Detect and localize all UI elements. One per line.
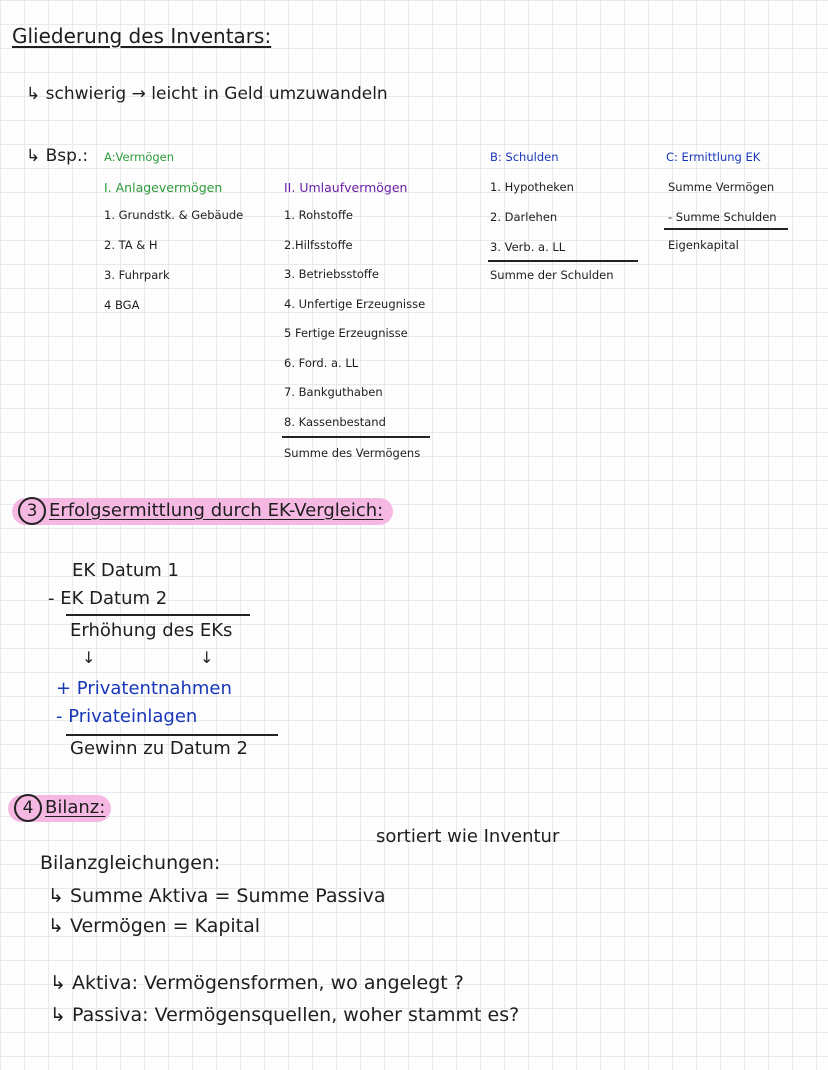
privateinlagen: - Privateinlagen [56,706,198,727]
sortiert-note: sortiert wie Inventur [376,826,560,847]
anlage-header: I. Anlagevermögen [104,180,223,195]
umlauf-sum-line [282,436,430,438]
umlauf-item: 2.Hilfsstoffe [284,237,353,252]
privatentnahmen: + Privatentnahmen [56,678,232,699]
umlauf-item: 6. Ford. a. LL [284,355,359,370]
umlauf-item: 1. Rohstoffe [284,208,353,222]
ek-sum-line [66,614,250,616]
section3-title-row [12,497,393,525]
umlauf-item: 3. Betriebsstoffe [284,267,379,281]
umlauf-sum: Summe des Vermögens [284,446,421,460]
example-prefix: ↳ Bsp.: [26,146,89,166]
umlauf-item: 4. Unfertige Erzeugnisse [284,296,426,311]
b-header: B: Schulden [490,150,559,164]
umlauf-item: 8. Kassenbestand [284,414,386,429]
anlage-item: 3. Fuhrpark [104,268,170,282]
gewinn-sum-line [66,734,278,736]
bilanz-subtitle: Bilanzgleichungen: [40,852,221,874]
ek-datum-2: - EK Datum 2 [48,588,168,609]
schulden-item: 1. Hypotheken [490,180,574,194]
ek-item: Summe Vermögen [668,180,775,194]
arrow-down-right-icon: ↓ [200,648,214,667]
equation-1: ↳ Summe Aktiva = Summe Passiva [48,885,386,907]
schulden-item: 3. Verb. a. LL [490,240,566,254]
a-header: A:Vermögen [104,150,175,164]
section4-number: 4 [14,794,42,822]
anlage-item: 1. Grundstk. & Gebäude [104,208,244,222]
umlauf-item: 5 Fertige Erzeugnisse [284,326,408,340]
b-sum: Summe der Schulden [490,268,614,282]
aktiva-line: ↳ Aktiva: Vermögensformen, wo angelegt ? [50,972,464,994]
section3-number: 3 [18,497,46,525]
gewinn: Gewinn zu Datum 2 [70,738,248,759]
equation-2: ↳ Vermögen = Kapital [48,915,261,937]
section3-title: Erfolgsermittlung durch EK-Vergleich: [49,500,384,521]
ek-increase: Erhöhung des EKs [70,620,233,641]
arrow-down-left-icon: ↓ [82,648,96,667]
c-header: C: Ermittlung EK [666,150,761,164]
ek-item: - Summe Schulden [668,210,777,224]
page-title: Gliederung des Inventars: [12,24,272,48]
schulden-item: 2. Darlehen [490,210,558,224]
c-sum-line [664,228,788,230]
umlauf-header: II. Umlaufvermögen [284,180,408,195]
passiva-line: ↳ Passiva: Vermögensquellen, woher stammt es? [50,1004,520,1026]
anlage-item: 2. TA & H [104,238,158,252]
ek-datum-1: EK Datum 1 [72,560,179,581]
c-result: Eigenkapital [668,238,739,252]
intro-line: ↳ schwierig → leicht in Geld umzuwandeln [26,84,388,104]
section4-title-row [8,794,111,822]
umlauf-item: 7. Bankguthaben [284,385,383,399]
b-sum-line [488,260,638,262]
section4-title: Bilanz: [45,797,106,818]
anlage-item: 4 BGA [104,298,140,312]
